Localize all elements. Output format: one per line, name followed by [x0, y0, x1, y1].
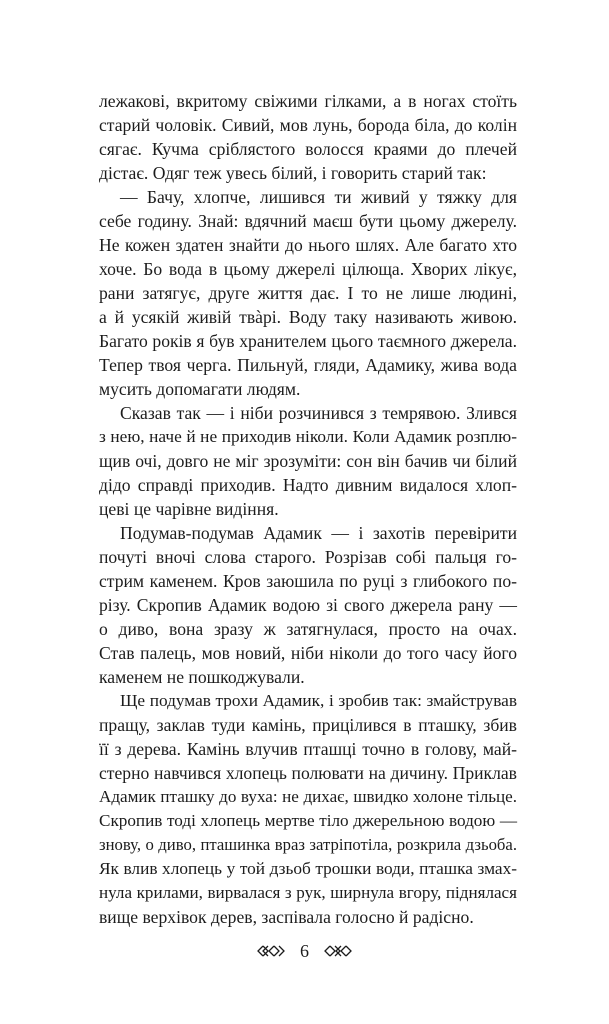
- text-line: з нею, наче й не приходив ніколи. Коли Адамик розплю-: [99, 427, 517, 446]
- text-line: Ще подумав трохи Адамик, і зробив так: змайстрував: [120, 691, 517, 710]
- text-line: Не кожен здатен знайти до нього шлях. Але багато хто: [99, 235, 517, 255]
- text-line: а й усякій живій твàрі. Воду таку називають живою.: [99, 307, 517, 327]
- text-line: Подумав-подумав Адамик — і захотів перевірити: [120, 523, 517, 543]
- text-line: її з дерева. Камінь влучив пташці точно в голову, май-: [99, 739, 517, 759]
- text-line: вище верхівок дерев, заспівала голосно й радісно.: [99, 907, 474, 927]
- text-line: почуті вночі слова старого. Розрізав собі пальця го-: [99, 547, 517, 567]
- page-number: 6: [300, 941, 309, 961]
- text-line: Як влив хлопець у той дзьоб трошки води, пташка змах-: [99, 859, 517, 878]
- text-line: Скропив тоді хлопець мертве тіло джерельною водою —: [99, 811, 517, 830]
- text-line: Багато років я був хранителем цього таємного джерела.: [99, 331, 517, 351]
- text-line: рани затягує, друге життя дає. І то не лише людині,: [99, 283, 517, 303]
- text-line: Тепер твоя черга. Пильнуй, гляди, Адамику, жива вода: [99, 355, 517, 375]
- text-line: Став палець, мов новий, ніби ніколи до того часу його: [99, 643, 517, 663]
- text-line: Адамик пташку до вуха: не дихає, швидко холоне тільце.: [99, 787, 517, 806]
- left-ornament-icon: [256, 944, 286, 958]
- page-footer: [0, 938, 609, 964]
- text-line: — Бачу, хлопче, лишився ти живий у тяжку для: [120, 187, 517, 207]
- text-line: сягає. Кучма сріблястого волосся краями до плечей: [99, 139, 517, 159]
- right-ornament-icon: [323, 944, 353, 958]
- text-line: каменем не пошкоджували.: [99, 667, 305, 687]
- text-line: нула крилами, вирвалася з рук, ширнула вгору, піднялася: [99, 883, 517, 902]
- text-line: себе годину. Знай: вдячний маєш бути цьому джерелу.: [99, 211, 517, 231]
- text-line: цеві це чарівне видіння.: [99, 499, 279, 519]
- text-line: стерно навчився хлопець полювати на дичину. Приклав: [99, 763, 517, 783]
- text-line: старий чоловік. Сивий, мов лунь, борода біла, до колін: [99, 115, 517, 135]
- text-line: стрим каменем. Кров заюшила по руці з глибокого по-: [99, 571, 517, 591]
- text-line: дістає. Одяг теж увесь білий, і говорить старий так:: [99, 163, 487, 183]
- text-line: знову, о диво, пташинка враз затріпотіла, розкрила дзьоба.: [99, 835, 517, 854]
- body-text: [99, 89, 517, 929]
- text-line: пращу, заклав туди камінь, прицілився в пташку, збив: [99, 715, 517, 735]
- text-line: лежакові, вкритому свіжими гілками, а в ногах стоїть: [99, 91, 517, 111]
- text-line: мусить допомагати людям.: [99, 379, 301, 399]
- text-line: дідо справді приходив. Надто дивним видалося хлоп-: [99, 475, 517, 495]
- text-line: хоче. Бо вода в цьому джерелі цілюща. Хворих лікує,: [99, 259, 517, 279]
- text-line: Сказав так — і ніби розчинився з темрявою. Злився: [120, 403, 517, 423]
- text-line: о диво, вона зразу ж затягнулася, просто на очах.: [99, 619, 517, 639]
- text-line: різу. Скропив Адамик водою зі свого джерела рану —: [99, 595, 517, 615]
- text-line: щив очі, довго не міг зрозуміти: сон він бачив чи білий: [99, 451, 517, 471]
